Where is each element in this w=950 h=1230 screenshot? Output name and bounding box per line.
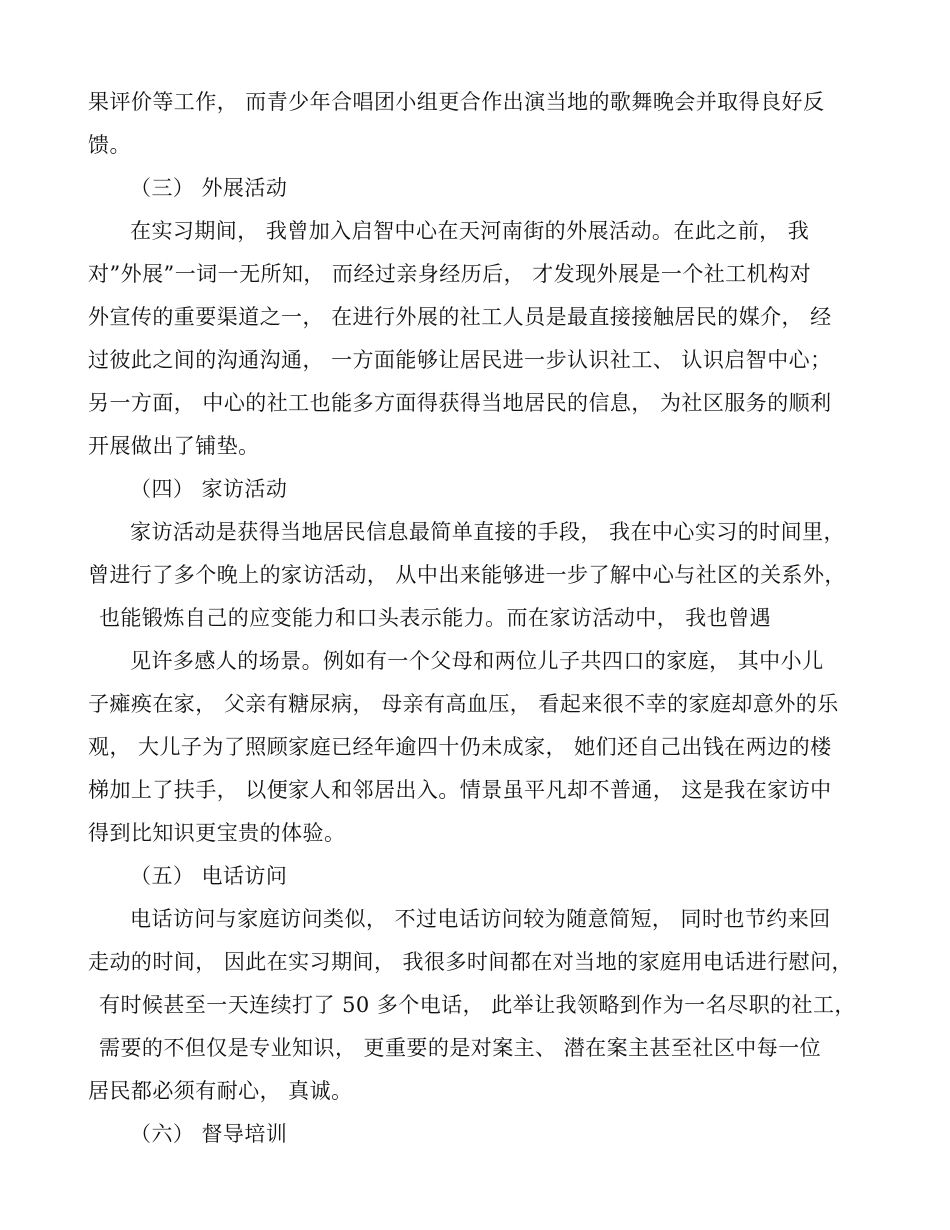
text-line: 见许多感人的场景。例如有一个父母和两位儿子共四口的家庭， 其中小儿 xyxy=(130,649,824,673)
text-line: 梯加上了扶手， 以便家人和邻居出入。情景虽平凡却不普通， 这是我在家访中 xyxy=(88,778,832,802)
text-line: 电话访问与家庭访问类似， 不过电话访问较为随意简短， 同时也节约来回 xyxy=(130,907,831,931)
section-heading: （三） 外展活动 xyxy=(130,176,288,200)
text-line: 观， 大儿子为了照顾家庭已经年逾四十仍未成家， 她们还自己出钱在两边的楼 xyxy=(88,735,832,759)
text-line: 另一方面， 中心的社工也能多方面得获得当地居民的信息， 为社区服务的顺利 xyxy=(88,391,832,415)
text-line: 开展做出了铺垫。 xyxy=(88,434,260,458)
text-line: 果评价等工作， 而青少年合唱团小组更合作出演当地的歌舞晚会并取得良好反 xyxy=(88,90,825,114)
text-line: 子瘫痪在家， 父亲有糖尿病， 母亲有高血压， 看起来很不幸的家庭却意外的乐 xyxy=(88,692,839,716)
section-heading: （四） 家访活动 xyxy=(130,477,288,501)
text-line: 走动的时间， 因此在实习期间， 我很多时间都在对当地的家庭用电话进行慰问， xyxy=(88,950,853,974)
text-line: 在实习期间， 我曾加入启智中心在天河南街的外展活动。在此之前， 我 xyxy=(130,219,810,243)
text-line: 家访活动是获得当地居民信息最简单直接的手段， 我在中心实习的时间里， xyxy=(130,520,845,544)
text-line: 对”外展”一词一无所知， 而经过亲身经历后， 才发现外展是一个社工机构对 xyxy=(88,262,812,286)
text-line: 曾进行了多个晚上的家访活动， 从中出来能够进一步了解中心与社区的关系外， xyxy=(88,563,846,587)
section-heading: （六） 督导培训 xyxy=(130,1122,288,1146)
text-line: 过彼此之间的沟通沟通， 一方面能够让居民进一步认识社工、 认识启智中心； xyxy=(88,348,832,372)
text-line: 得到比知识更宝贵的体验。 xyxy=(88,821,346,845)
text-line: 居民都必须有耐心， 真诚。 xyxy=(88,1079,353,1103)
text-line: 馈。 xyxy=(88,133,131,157)
text-line: 也能锻炼自己的应变能力和口头表示能力。而在家访活动中， 我也曾遇 xyxy=(99,606,772,630)
text-line: 外宣传的重要渠道之一， 在进行外展的社工人员是最直接接触居民的媒介， 经 xyxy=(88,305,832,329)
text-line: 需要的不但仅是专业知识， 更重要的是对案主、 潜在案主甚至社区中每一位 xyxy=(99,1036,822,1060)
section-heading: （五） 电话访问 xyxy=(130,864,288,888)
text-line: 有时候甚至一天连续打了 50 多个电话， 此举让我领略到作为一名尽职的社工， xyxy=(99,993,856,1017)
